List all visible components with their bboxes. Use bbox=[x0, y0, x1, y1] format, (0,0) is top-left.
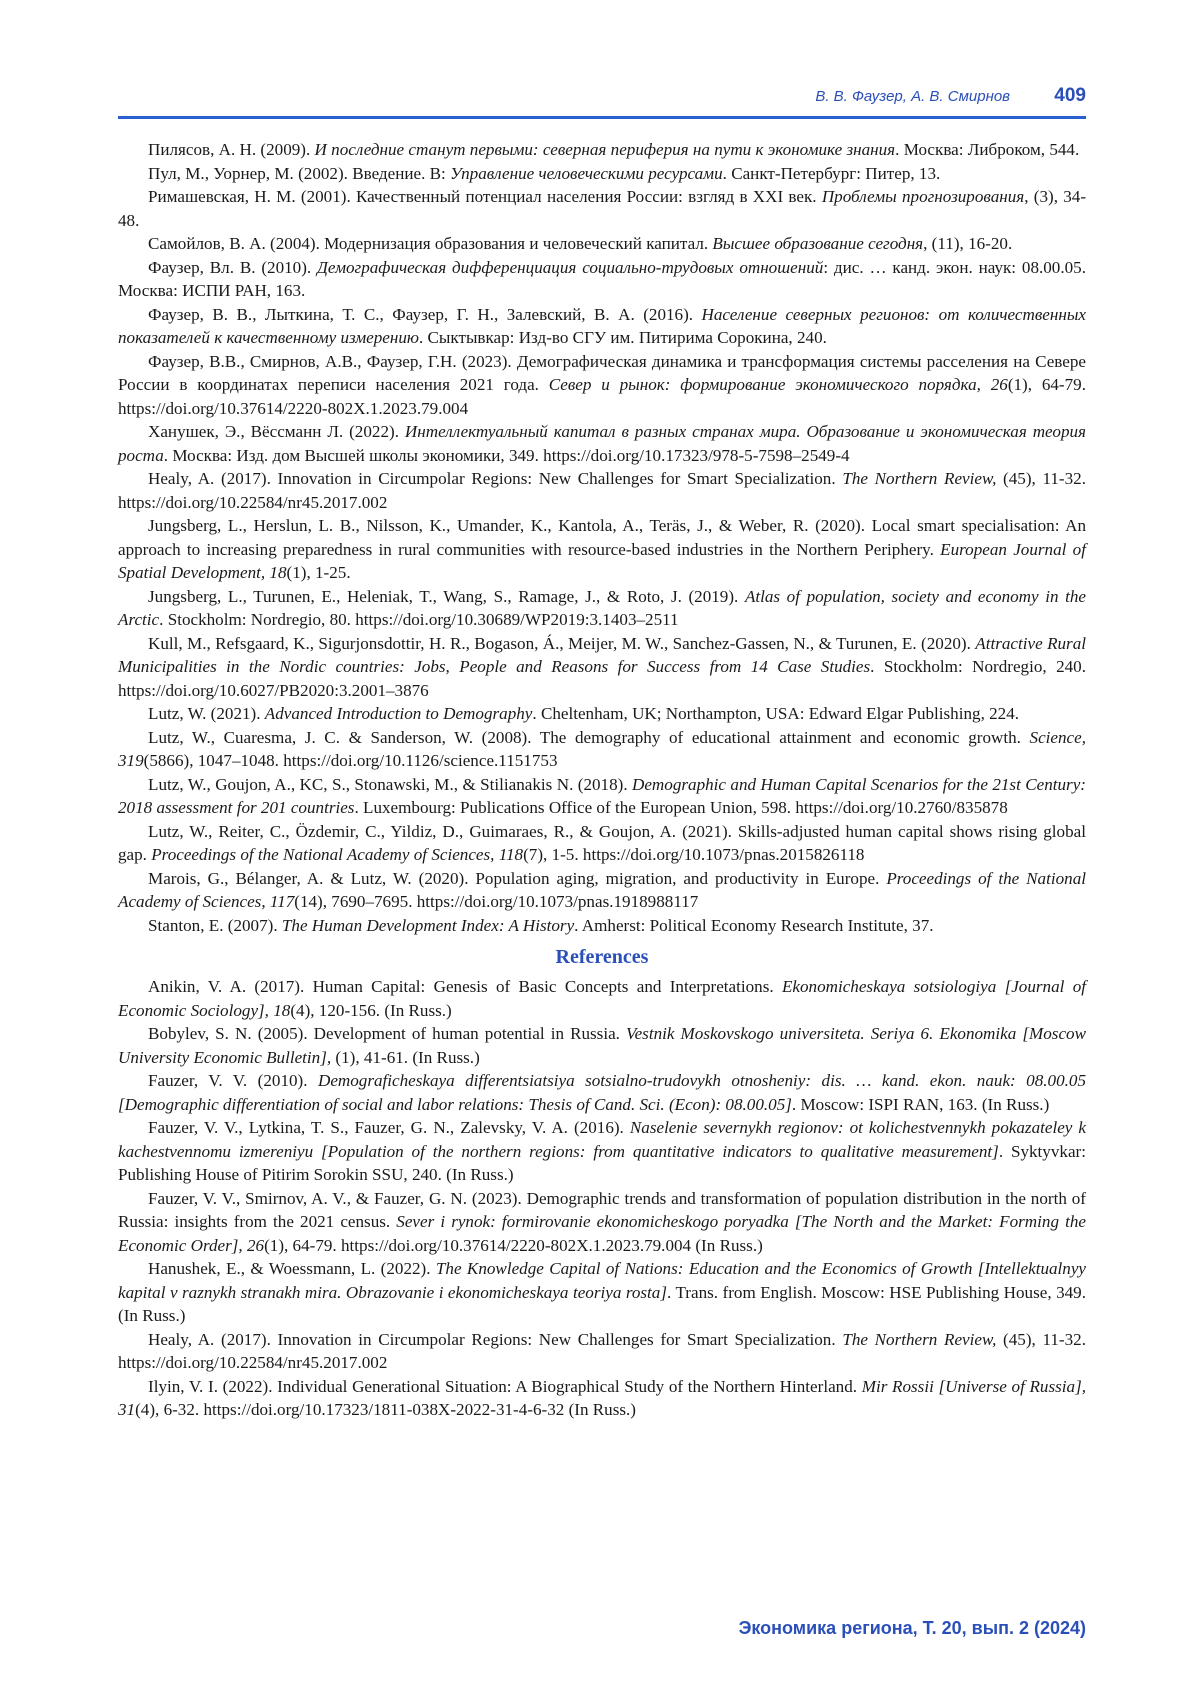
reference-text: (1), 41-61. (In Russ.) bbox=[331, 1047, 480, 1067]
reference-source-title: European Journal of Spatial Development, 18 bbox=[118, 539, 1086, 582]
reference-entry bbox=[118, 1375, 1086, 1422]
reference-source-title: Atlas of population, society and economy in the Arctic bbox=[118, 586, 1086, 629]
reference-entry bbox=[118, 702, 1086, 726]
reference-entry bbox=[118, 256, 1086, 303]
reference-text: (4), 6-32. https://doi.org/10.17323/1811-038X-2022-31-4-6-32 (In Russ.) bbox=[135, 1400, 636, 1419]
reference-text: Hanushek, E., & Woessmann, L. (2022). bbox=[148, 1259, 436, 1278]
reference-source-title: Ekonomicheskaya sotsiologiya [Journal of Economic Sociology], 18 bbox=[118, 977, 1086, 1020]
reference-text: Фаузер, Вл. В. (2010). bbox=[148, 257, 318, 277]
references-heading: References bbox=[555, 946, 649, 968]
reference-source-title: Демографическая дифференциация социально-трудовых отношений bbox=[317, 257, 824, 277]
reference-text: . Санкт-Петербург: Питер, 13. bbox=[722, 163, 941, 183]
reference-source-title: The Northern Review, bbox=[842, 1329, 997, 1349]
reference-text: (4), 120-156. (In Russ.) bbox=[290, 1000, 452, 1020]
reference-text: (1), 64-79. https://doi.org/10.37614/2220-802X.1.2023.79.004 bbox=[118, 375, 1086, 418]
reference-entry bbox=[118, 975, 1086, 1022]
reference-source-title: Управление человеческими ресурсами bbox=[450, 163, 723, 183]
reference-text: Фаузер, В. В., Лыткина, Т. С., Фаузер, Г. Н., Залевский, В. А. (2016). bbox=[148, 304, 702, 324]
reference-text: . Cheltenham, UK; Northampton, USA: Edward Elgar Publishing, 224. bbox=[532, 704, 1020, 723]
reference-text: : дис. … канд. экон. наук: 08.00.05. Москва: ИСПИ РАН, 163. bbox=[118, 257, 1086, 300]
reference-text: Fauzer, V. V., Smirnov, A. V., & Fauzer, G. N. (2023). Demographic trends and transformation of population distribution in the north of Russia: insights from the 2021 census. bbox=[118, 1188, 1086, 1231]
reference-entry bbox=[118, 185, 1086, 232]
reference-text: . Москва: Изд. дом Высшей школы экономики, 349. https://doi.org/10.17323/978-5-7598–2549-4 bbox=[163, 445, 850, 465]
reference-source-title: Proceedings of the National Academy of Sciences, 117 bbox=[118, 868, 1086, 911]
reference-source-title: Sever i rynok: formirovanie ekonomicheskogo poryadka [The North and the Market: Forming the Economic Order], 26 bbox=[118, 1212, 1086, 1255]
reference-text: (14), 7690–7695. https://doi.org/10.1073/pnas.1918988117 bbox=[294, 892, 699, 911]
reference-source-title: The Human Development Index: A History bbox=[281, 915, 575, 935]
reference-text: Пилясов, А. Н. (2009). bbox=[148, 140, 315, 159]
reference-entry bbox=[118, 514, 1086, 585]
reference-text: Lutz, W. (2021). bbox=[148, 704, 265, 723]
reference-text: Lutz, W., Cuaresma, J. C. & Sanderson, W. (2008). The demography of educational attainment and economic growth. bbox=[148, 727, 1030, 747]
reference-text: Stanton, E. (2007). bbox=[148, 915, 282, 935]
reference-source-title: Север и рынок: формирование экономического порядка, 26 bbox=[548, 375, 1008, 394]
reference-entry bbox=[118, 1328, 1086, 1375]
reference-text: (1), 1-25. bbox=[286, 563, 351, 582]
reference-text: Lutz, W., Reiter, C., Özdemir, C., Yildiz, D., Guimaraes, R., & Goujon, A. (2021). Skills-adjusted human capital shows rising global gap. bbox=[118, 821, 1086, 864]
header-divider bbox=[118, 116, 1086, 119]
reference-source-title: Demographic and Human Capital Scenarios for the 21st Century: 2018 assessment for 201 countries bbox=[118, 774, 1086, 817]
reference-source-title: Высшее образование сегодня bbox=[712, 234, 924, 253]
reference-text: Bobylev, S. N. (2005). Development of human potential in Russia. bbox=[148, 1024, 627, 1043]
reference-text: Healy, A. (2017). Innovation in Circumpolar Regions: New Challenges for Smart Specialization. bbox=[148, 469, 843, 488]
reference-text: , (11), 16-20. bbox=[923, 234, 1013, 253]
reference-text: Anikin, V. A. (2017). Human Capital: Genesis of Basic Concepts and Interpretations. bbox=[148, 977, 782, 996]
reference-text: . Amherst: Political Economy Research Institute, 37. bbox=[574, 915, 934, 935]
reference-text: . Сыктывкар: Изд-во СГУ им. Питирима Сорокина, 240. bbox=[418, 328, 827, 347]
reference-source-title: Demograficheskaya differentsiatsiya sotsialno-trudovykh otnosheniy: dis. … kand. ekon. nauk: 08.00.05 [Demographic differentiation of social and labor relations: Thesis of Cand. Sci. (Econ): 08.00.05] bbox=[118, 1071, 1086, 1114]
reference-text: Lutz, W., Goujon, A., KC, S., Stonawski, M., & Stilianakis N. (2018). bbox=[148, 774, 632, 794]
reference-text: . Stockholm: Nordregio, 240. https://doi.org/10.6027/PB2020:3.2001–3876 bbox=[118, 657, 1086, 700]
reference-entry bbox=[118, 303, 1086, 350]
reference-text: . Luxembourg: Publications Office of the European Union, 598. https://doi.org/10.2760/835878 bbox=[354, 798, 1008, 817]
reference-text: Healy, A. (2017). Innovation in Circumpolar Regions: New Challenges for Smart Specialization. bbox=[148, 1329, 843, 1349]
reference-text: Ханушек, Э., Вёссманн Л. (2022). bbox=[148, 422, 405, 441]
reference-text: Пул, М., Уорнер, М. (2002). Введение. В: bbox=[148, 163, 451, 183]
reference-entry bbox=[118, 1022, 1086, 1069]
reference-entry bbox=[118, 1069, 1086, 1116]
reference-text: . Москва: Либроком, 544. bbox=[895, 140, 1080, 159]
reference-text: Фаузер, В.В., Смирнов, А.В., Фаузер, Г.Н. (2023). Демографическая динамика и трансформация системы расселения на Севере России в координатах переписи населения 2021 года. bbox=[118, 351, 1086, 394]
reference-source-title: The Knowledge Capital of Nations: Education and the Economics of Growth [Intellektualnyy kapital v raznykh stranakh mira. Obrazovanie i ekonomicheskaya teoriya rosta] bbox=[118, 1259, 1087, 1302]
reference-entry bbox=[118, 138, 1086, 162]
reference-source-title: Advanced Introduction to Demography bbox=[264, 704, 533, 723]
journal-footer: Экономика региона, Т. 20, вып. 2 (2024) bbox=[738, 1618, 1086, 1638]
reference-text: (45), 11-32. https://doi.org/10.22584/nr45.2017.002 bbox=[118, 469, 1086, 512]
reference-entry bbox=[118, 632, 1086, 703]
reference-source-title: Proceedings of the National Academy of Sciences, 118 bbox=[151, 845, 524, 864]
reference-source-title: Проблемы прогнозирования bbox=[821, 187, 1025, 206]
reference-source-title: Science, 319 bbox=[118, 727, 1086, 770]
reference-entry bbox=[118, 420, 1086, 467]
header-authors: В. В. Фаузер, А. В. Смирнов bbox=[815, 88, 1010, 105]
reference-text: Самойлов, В. А. (2004). Модернизация образования и человеческий капитал. bbox=[148, 234, 713, 253]
reference-text: Fauzer, V. V., Lytkina, T. S., Fauzer, G. N., Zalevsky, V. A. (2016). bbox=[148, 1118, 630, 1137]
reference-text: . Stockholm: Nordregio, 80. https://doi.org/10.30689/WP2019:3.1403–2511 bbox=[159, 610, 679, 629]
reference-entry bbox=[118, 1116, 1086, 1187]
reference-entry bbox=[118, 585, 1086, 632]
reference-entry bbox=[118, 914, 1086, 938]
reference-text: , (3), 34-48. bbox=[118, 187, 1087, 230]
reference-text: Jungsberg, L., Turunen, E., Heleniak, T., Wang, S., Ramage, J., & Roto, J. (2019). bbox=[148, 586, 745, 606]
reference-source-title: Vestnik Moskovskogo universiteta. Seriya 6. Ekonomika [Moscow University Economic Bulletin], bbox=[118, 1024, 1086, 1067]
reference-entry bbox=[118, 467, 1086, 514]
reference-source-title: И последние станут первыми: северная периферия на пути к экономике знания bbox=[314, 140, 896, 159]
russian-reference-list bbox=[118, 138, 1086, 937]
reference-text: . Trans. from English. Moscow: HSE Publishing House, 349. (In Russ.) bbox=[118, 1282, 1086, 1325]
reference-source-title: Naselenie severnykh regionov: ot kolichestvennykh pokazateley k kachestvennomu izmereniyu [Population of the northern regions: from quantitative indicators to qualitative measurement] bbox=[118, 1118, 1087, 1161]
reference-entry bbox=[118, 1257, 1086, 1328]
reference-text: . Syktyvkar: Publishing House of Pitirim Sorokin SSU, 240. (In Russ.) bbox=[118, 1141, 1086, 1184]
reference-entry bbox=[118, 232, 1086, 256]
reference-entry bbox=[118, 773, 1086, 820]
reference-text: Ilyin, V. I. (2022). Individual Generational Situation: A Biographical Study of the Northern Hinterland. bbox=[148, 1376, 862, 1396]
reference-text: (45), 11-32. https://doi.org/10.22584/nr45.2017.002 bbox=[118, 1329, 1086, 1372]
reference-entry bbox=[118, 867, 1086, 914]
reference-source-title: Mir Rossii [Universe of Russia], 31 bbox=[118, 1376, 1086, 1419]
reference-text: Fauzer, V. V. (2010). bbox=[148, 1071, 318, 1090]
reference-source-title: Attractive Rural Municipalities in the Nordic countries: Jobs, People and Reasons for Success from 14 Case Studies bbox=[118, 633, 1087, 676]
reference-entry bbox=[118, 162, 1086, 186]
reference-source-title: Интеллектуальный капитал в разных странах мира. Образование и экономическая теория роста bbox=[118, 422, 1086, 465]
page-number: 409 bbox=[1054, 85, 1086, 106]
reference-text: Римашевская, Н. М. (2001). Качественный потенциал населения России: взгляд в XXI век. bbox=[148, 187, 822, 206]
english-reference-list bbox=[118, 975, 1086, 1422]
reference-text: (5866), 1047–1048. https://doi.org/10.1126/science.1151753 bbox=[143, 751, 558, 770]
reference-text: Jungsberg, L., Herslun, L. B., Nilsson, K., Umander, K., Kantola, A., Teräs, J., & Weber, R. (2020). Local smart specialisation: An approach to increasing preparedness in rural communities with resource-based industries in the Northern Periphery. bbox=[118, 516, 1086, 559]
reference-text: . Moscow: ISPI RAN, 163. (In Russ.) bbox=[791, 1094, 1050, 1114]
bibliography bbox=[118, 138, 1086, 1422]
reference-text: (1), 64-79. https://doi.org/10.37614/2220-802X.1.2023.79.004 (In Russ.) bbox=[264, 1235, 763, 1255]
reference-text: Kull, M., Refsgaard, K., Sigurjonsdottir, H. R., Bogason, Á., Meijer, M. W., Sanchez-Gassen, N., & Turunen, E. (2020). bbox=[148, 633, 976, 653]
reference-source-title: The Northern Review, bbox=[842, 469, 997, 488]
reference-entry bbox=[118, 726, 1086, 773]
reference-text: (7), 1-5. https://doi.org/10.1073/pnas.2015826118 bbox=[523, 845, 865, 864]
reference-entry bbox=[118, 1187, 1086, 1258]
running-header bbox=[118, 84, 1086, 120]
reference-text: Marois, G., Bélanger, A. & Lutz, W. (2020). Population aging, migration, and productivity in Europe. bbox=[148, 868, 887, 888]
reference-entry bbox=[118, 820, 1086, 867]
reference-entry bbox=[118, 350, 1086, 421]
reference-source-title: Население северных регионов: от количественных показателей к качественному измерению bbox=[118, 304, 1086, 347]
